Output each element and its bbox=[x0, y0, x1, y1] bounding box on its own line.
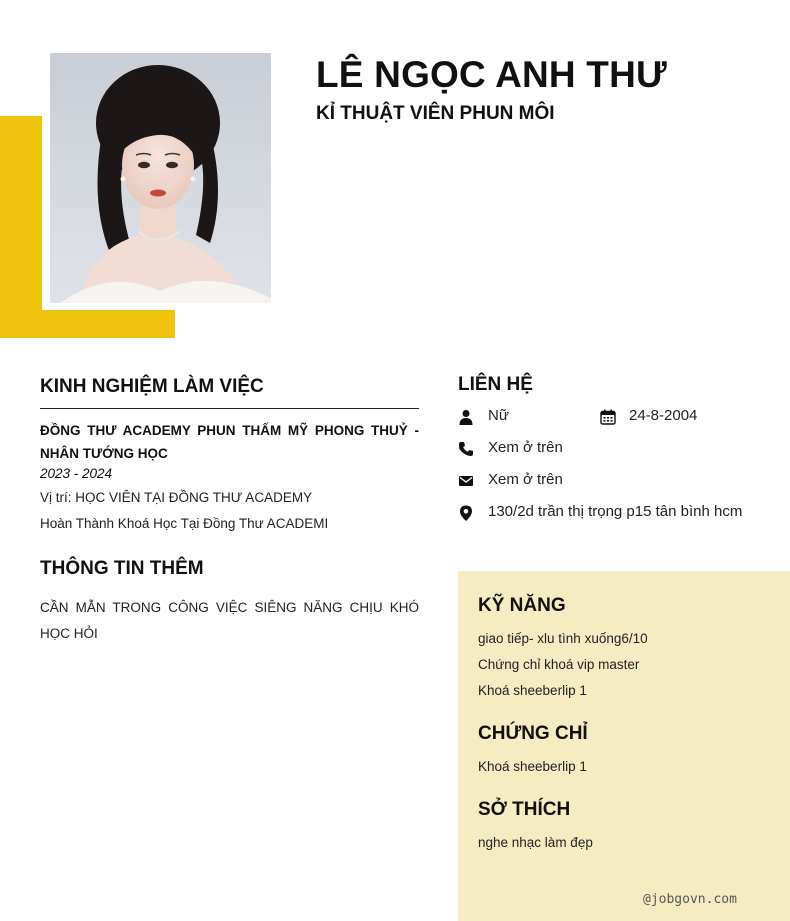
person-icon bbox=[458, 409, 474, 425]
contact-birthday: 24-8-2004 bbox=[629, 407, 698, 424]
additional-info-heading: THÔNG TIN THÊM bbox=[40, 558, 204, 579]
certificate-item: Khoá sheeberlip 1 bbox=[478, 759, 587, 774]
skills-heading: KỸ NĂNG bbox=[478, 595, 566, 616]
experience-position: Vị trí: HỌC VIÊN TẠI ĐỒNG THƯ ACADEMY bbox=[40, 490, 313, 505]
contact-email: Xem ở trên bbox=[488, 471, 563, 488]
certificates-heading: CHỨNG CHỈ bbox=[478, 723, 588, 744]
contact-gender: Nữ bbox=[488, 407, 509, 424]
phone-icon bbox=[458, 441, 474, 457]
skill-item: giao tiếp- xlu tình xuống6/10 bbox=[478, 631, 648, 646]
additional-info-text: CẦN MẪN TRONG CÔNG VIỆC SIÊNG NĂNG CHỊU KHÓ HỌC HỎI bbox=[40, 600, 419, 641]
experience-divider bbox=[40, 408, 419, 409]
contact-phone: Xem ở trên bbox=[488, 439, 563, 456]
experience-heading: KINH NGHIỆM LÀM VIỆC bbox=[40, 376, 264, 397]
accent-bar-horizontal bbox=[0, 310, 175, 338]
hobby-item: nghe nhạc làm đẹp bbox=[478, 835, 593, 850]
experience-company: ĐỒNG THƯ ACADEMY PHUN THẤM MỸ PHONG THUỶ - NHÂN TƯỚNG HỌC bbox=[40, 423, 419, 461]
contact-heading: LIÊN HỆ bbox=[458, 374, 533, 395]
watermark: @jobgovn.com bbox=[643, 892, 737, 907]
hobbies-heading: SỞ THÍCH bbox=[478, 799, 571, 820]
skill-item: Chứng chỉ khoá vip master bbox=[478, 657, 640, 672]
experience-period: 2023 - 2024 bbox=[40, 466, 113, 481]
skill-item: Khoá sheeberlip 1 bbox=[478, 683, 587, 698]
calendar-icon bbox=[600, 409, 616, 425]
accent-bar-vertical bbox=[0, 116, 42, 338]
contact-address: 130/2d trần thị trọng p15 tân bình hcm bbox=[488, 503, 743, 520]
candidate-name: LÊ NGỌC ANH THƯ bbox=[316, 54, 667, 95]
profile-photo bbox=[50, 53, 271, 303]
job-title: KỈ THUẬT VIÊN PHUN MÔI bbox=[316, 103, 555, 124]
mail-icon bbox=[458, 473, 474, 489]
location-pin-icon bbox=[458, 505, 474, 521]
experience-description: Hoàn Thành Khoá Học Tại Đồng Thư ACADEMI bbox=[40, 516, 329, 531]
skills-panel bbox=[458, 571, 790, 921]
